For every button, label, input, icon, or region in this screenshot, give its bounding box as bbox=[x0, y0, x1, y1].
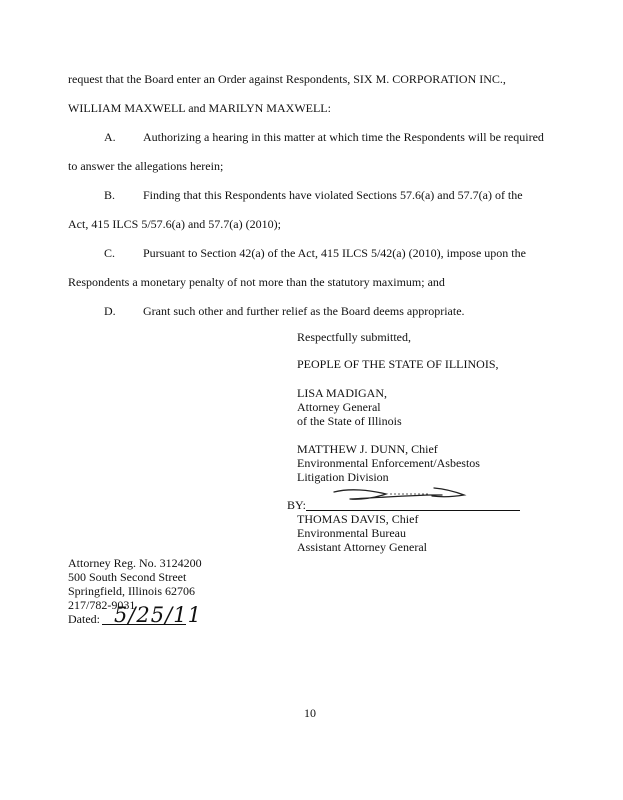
item-c-letter: C. bbox=[104, 246, 116, 260]
party-name: PEOPLE OF THE STATE OF ILLINOIS, bbox=[297, 357, 499, 371]
closing: Respectfully submitted, bbox=[297, 330, 411, 344]
intro-line-1: request that the Board enter an Order against Respondents, SIX M. CORPORATION INC., bbox=[68, 72, 506, 86]
signer-title-2: Assistant Attorney General bbox=[297, 540, 427, 554]
item-a-continuation: to answer the allegations herein; bbox=[68, 159, 224, 173]
signer-name: THOMAS DAVIS, Chief bbox=[297, 512, 419, 526]
chief-name: MATTHEW J. DUNN, Chief bbox=[297, 442, 438, 456]
handwritten-signature bbox=[330, 484, 470, 510]
attorney-general-title-1: Attorney General bbox=[297, 400, 381, 414]
item-b-text: Finding that this Respondents have violated Sections 57.6(a) and 57.7(a) of the bbox=[143, 188, 523, 202]
signer-title-1: Environmental Bureau bbox=[297, 526, 406, 540]
intro-line-2: WILLIAM MAXWELL and MARILYN MAXWELL: bbox=[68, 101, 331, 115]
page-number: 10 bbox=[304, 706, 316, 720]
item-a-letter: A. bbox=[104, 130, 116, 144]
item-b-letter: B. bbox=[104, 188, 116, 202]
city-state-zip: Springfield, Illinois 62706 bbox=[68, 584, 195, 598]
attorney-general-name: LISA MADIGAN, bbox=[297, 386, 387, 400]
by-label: BY: bbox=[287, 498, 306, 512]
chief-title-2: Litigation Division bbox=[297, 470, 389, 484]
item-d-letter: D. bbox=[104, 304, 116, 318]
attorney-general-title-2: of the State of Illinois bbox=[297, 414, 402, 428]
handwritten-date: 5/25/11 bbox=[114, 603, 202, 627]
phone-number: 217/782-9031 bbox=[68, 598, 136, 612]
item-a-text: Authorizing a hearing in this matter at which time the Respondents will be required bbox=[143, 130, 544, 144]
dated-label: Dated: bbox=[68, 612, 100, 626]
item-c-continuation: Respondents a monetary penalty of not more than the statutory maximum; and bbox=[68, 275, 445, 289]
attorney-reg-number: Attorney Reg. No. 3124200 bbox=[68, 556, 202, 570]
item-b-continuation: Act, 415 ILCS 5/57.6(a) and 57.7(a) (2010); bbox=[68, 217, 281, 231]
chief-title-1: Environmental Enforcement/Asbestos bbox=[297, 456, 480, 470]
street-address: 500 South Second Street bbox=[68, 570, 187, 584]
item-c-text: Pursuant to Section 42(a) of the Act, 415 ILCS 5/42(a) (2010), impose upon the bbox=[143, 246, 526, 260]
item-d-text: Grant such other and further relief as the Board deems appropriate. bbox=[143, 304, 465, 318]
signature-line bbox=[306, 510, 520, 511]
